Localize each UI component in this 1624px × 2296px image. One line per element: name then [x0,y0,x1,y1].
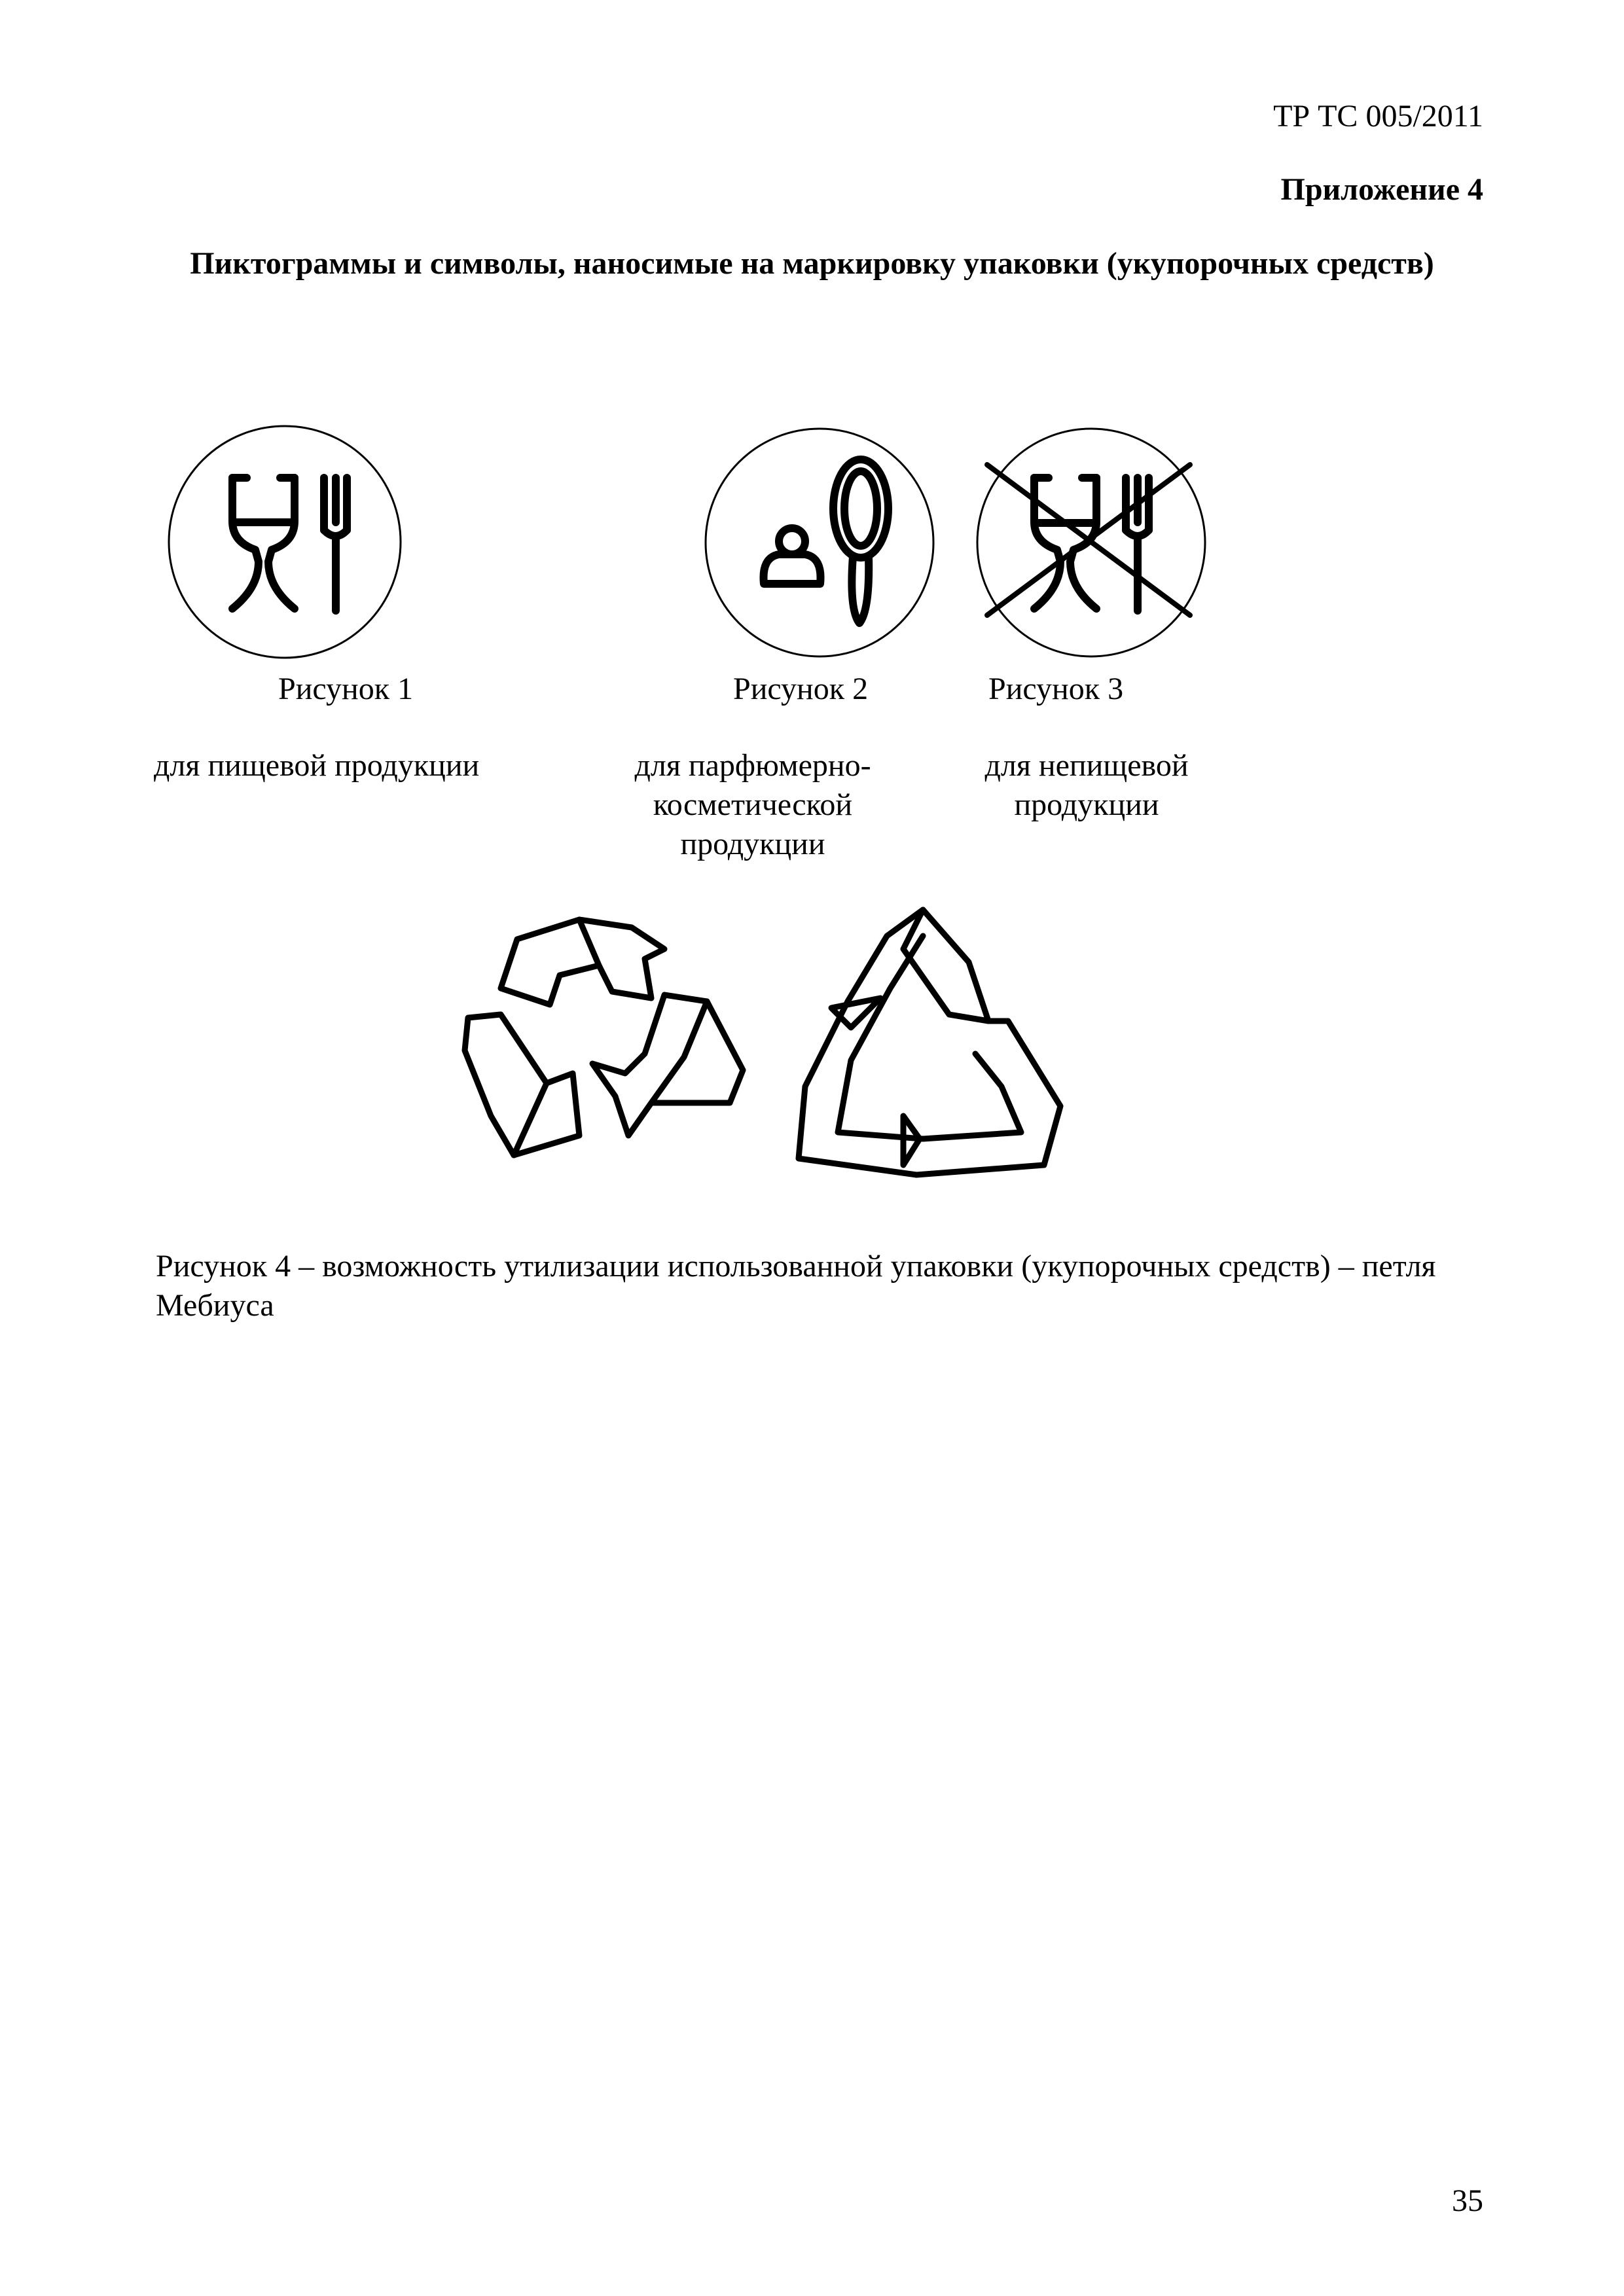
glass-fork-icon [167,424,403,660]
appendix-number: Приложение 4 [1280,172,1483,207]
figure-1-caption: для пищевой продукции [154,748,480,783]
figure-1-label: Рисунок 1 [278,672,414,706]
perfume-mirror-icon [704,427,936,659]
page-number: 35 [1452,2183,1483,2218]
figure-2-label: Рисунок 2 [733,672,869,706]
page-title: Пиктограммы и символы, наносимые на маркировку упаковки (укупорочных средств) [190,246,1434,281]
document-code: ТР ТС 005/2011 [1273,99,1483,134]
figure-3-label: Рисунок 3 [988,672,1124,706]
crossed-glass-fork-icon [975,427,1208,659]
mobius-triangle-icon [772,890,1074,1191]
figure-4-caption: Рисунок 4 – возможность утилизации использованной упаковки (укупорочных средств) – петля Мебиуса [156,1249,1436,1323]
figure-2-caption: для парфюмерно- косметической продукции [634,748,871,861]
figure-3-caption: для непищевой продукции [984,748,1189,822]
recycling-arrows-icon [455,893,756,1188]
